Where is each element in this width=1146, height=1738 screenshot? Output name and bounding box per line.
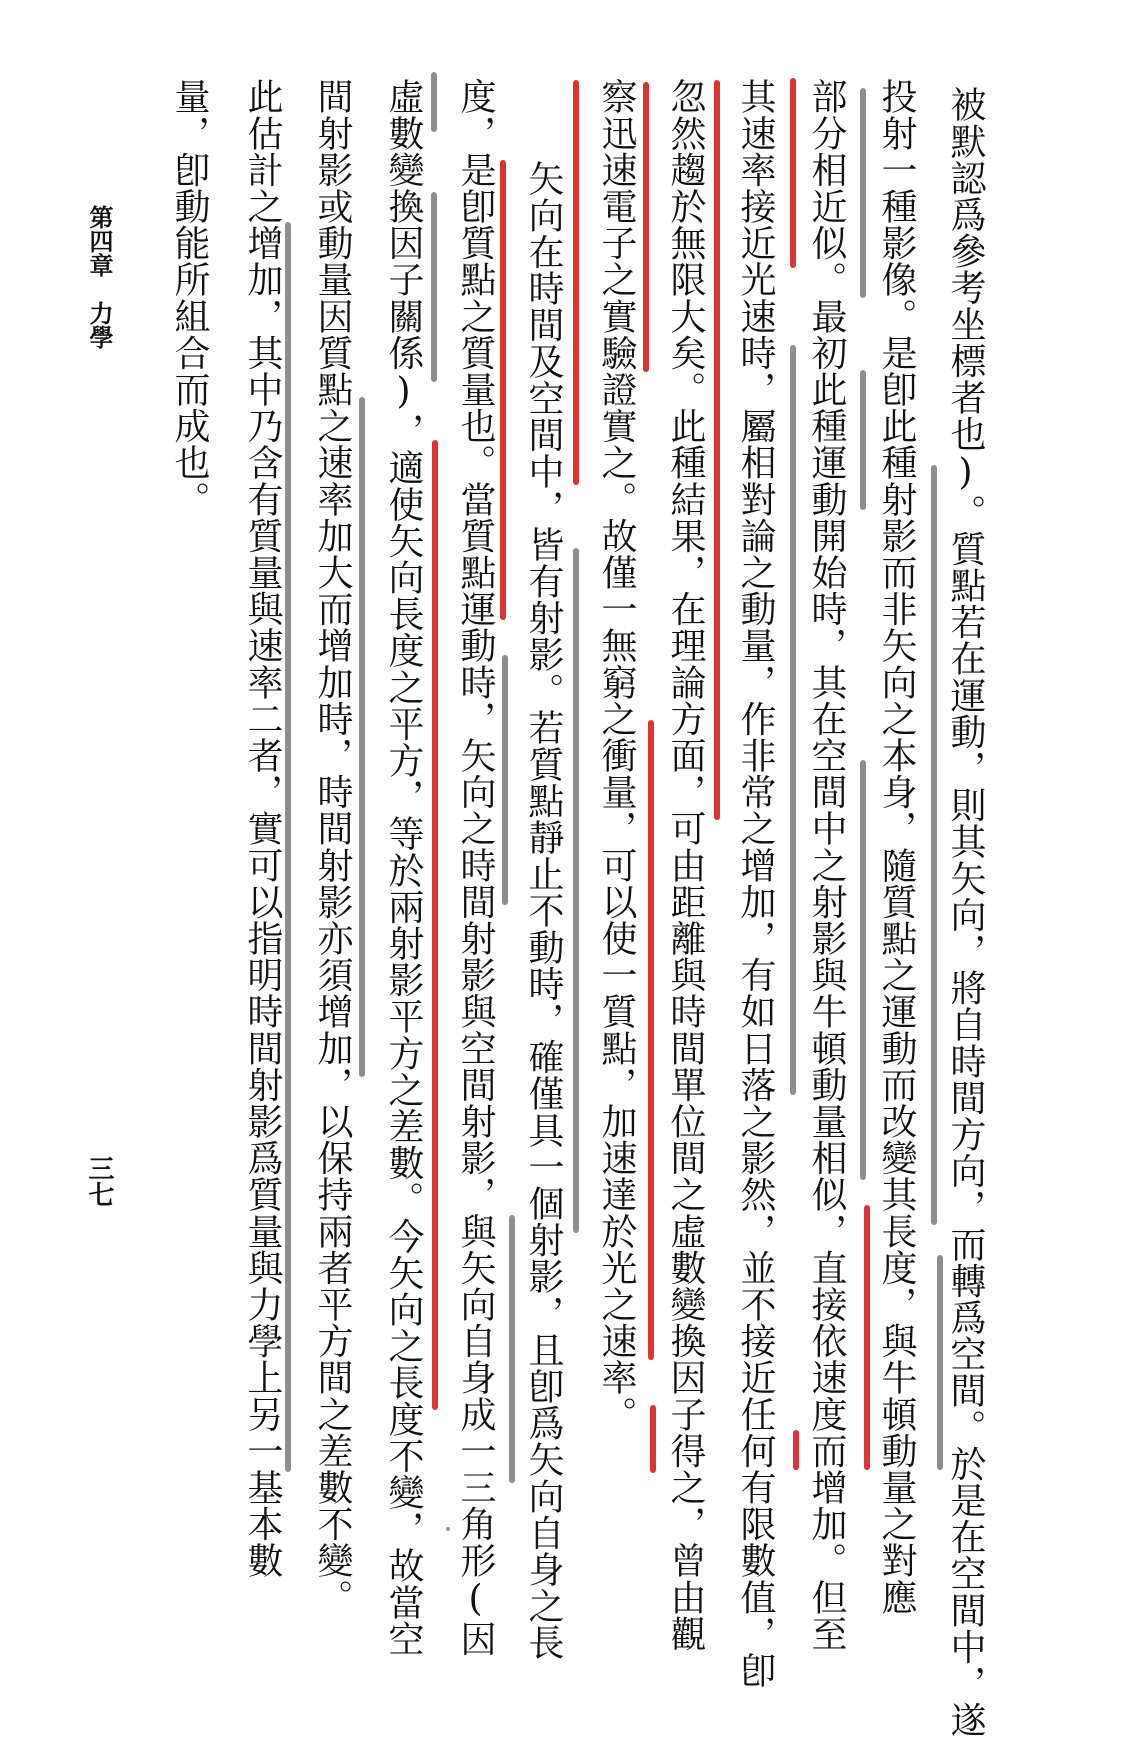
text-column-4: 其速率接近光速時，屬相對論之動量，作非常之增加，有如日落之影然，並不接近任何有限數值，卽 (735, 78, 776, 1689)
stray-mark (446, 1527, 450, 1531)
gray-margin-line (431, 192, 437, 382)
gray-margin-line (860, 760, 866, 1180)
red-margin-line (650, 1405, 656, 1473)
text-column-7: 矢向在時間及空間中，皆有射影。若質點靜止不動時，確僅具一個射影，且卽爲矢向自身之長 (523, 160, 564, 1661)
red-margin-line (432, 440, 438, 1410)
page-number: 三七 (84, 1155, 114, 1207)
gray-margin-line (285, 222, 291, 1472)
text-column-5: 忽然趨於無限大矣。此種結果，在理論方面，可由距離與時間單位間之虛數變換因子得之，曾由觀 (665, 78, 706, 1652)
red-margin-line (648, 720, 654, 1360)
text-column-1: 被默認爲參考坐標者也)。質點若在運動，則其矢向，將自時間方向，而轉爲空間。於是在空間中，遂 (945, 86, 986, 1738)
running-header: 第四章 力學 (85, 205, 114, 349)
text-column-2: 投射一種影像。是卽此種射影而非矢向之本身，隨質點之運動而改變其長度，與牛頓動量之對應 (876, 78, 917, 1616)
text-column-9: 虛數變換因子關係)，適使矢向長度之平方，等於兩射影平方之差數。今矢向之長度不變，故當空 (383, 78, 424, 1657)
gray-margin-line (931, 465, 937, 1225)
gray-margin-line (509, 1215, 515, 1483)
text-column-3: 部分相近似。最初此種運動開始時，其在空間中之射影與牛頓動量相似，直接依速度而增加。但至 (806, 78, 847, 1652)
gray-margin-line (502, 655, 508, 905)
gray-margin-line (790, 345, 796, 1095)
red-margin-line (790, 78, 796, 268)
red-margin-line (864, 1205, 870, 1470)
text-column-11: 此估計之增加，其中乃含有質量與速率二者，實可以指明時間射影爲質量與力學上另一基本數 (242, 78, 283, 1579)
text-column-10: 間射影或動量因質點之速率加大而增加時，時間射影亦須增加，以保持兩者平方間之差數不變。 (312, 78, 353, 1616)
text-column-12: 量，卽動能所組合而成也。 (169, 78, 210, 518)
gray-margin-line (937, 1255, 943, 1470)
red-margin-line (714, 80, 720, 820)
red-margin-line (500, 160, 506, 620)
text-column-8: 度，是卽質點之質量也。當質點運動時，矢向之時間射影與空間射影，與矢向自身成一三角形(因 (455, 78, 496, 1657)
gray-margin-line (359, 397, 365, 1077)
red-margin-line (573, 80, 579, 485)
gray-margin-line (860, 88, 866, 298)
red-margin-line (793, 1430, 799, 1470)
red-margin-line (643, 82, 649, 372)
gray-margin-line (573, 548, 579, 1233)
gray-margin-line (431, 72, 437, 132)
text-column-6: 察迅速電子之實驗證實之。故僅一無窮之衝量，可以使一質點，加速達於光之速率。 (596, 78, 637, 1433)
gray-margin-line (860, 370, 866, 510)
